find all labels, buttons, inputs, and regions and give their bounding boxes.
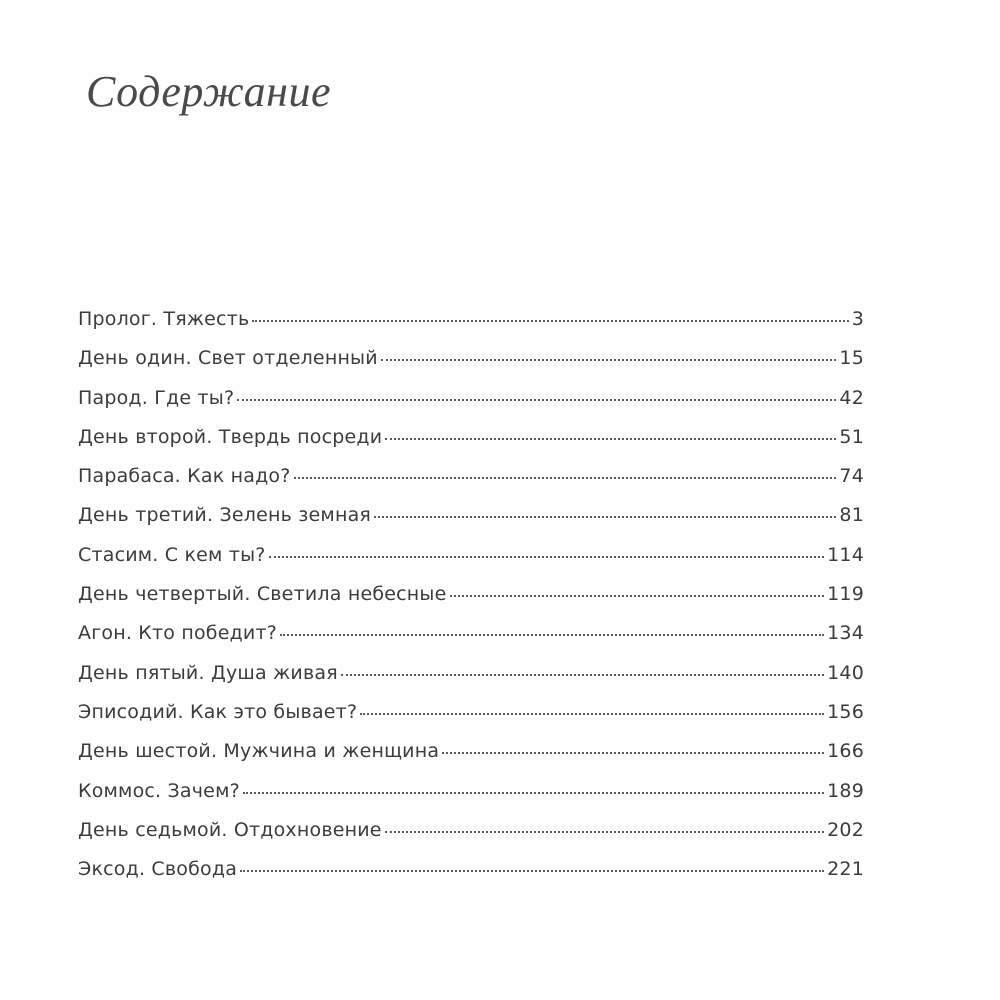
toc-entry-page-number: 202 [827, 818, 864, 841]
toc-entry [78, 780, 864, 819]
toc-entry-page-number: 42 [839, 386, 864, 409]
dot-leader [280, 633, 824, 636]
toc-entry-page-number: 221 [827, 858, 864, 881]
dot-leader [450, 594, 825, 597]
dot-leader [442, 751, 824, 754]
page-title: Содержание [86, 67, 332, 116]
toc-entry-title: День один. Свет отделенный [78, 347, 378, 370]
toc-entry-title: День четвертый. Светила небесные [78, 583, 447, 606]
toc-entry [78, 819, 864, 858]
toc-entry-page-number: 140 [827, 661, 864, 684]
toc-entry-page-number: 74 [839, 465, 864, 488]
toc-entry [78, 504, 864, 543]
toc-entry [78, 662, 864, 701]
toc-entry-page-number: 156 [827, 700, 864, 723]
toc-entry-page-number: 51 [839, 425, 864, 448]
toc-entry-title: Агон. Кто победит? [78, 622, 278, 645]
dot-leader [341, 673, 824, 676]
dot-leader [385, 437, 836, 440]
toc-entry-title: День седьмой. Отдохновение [78, 818, 382, 841]
toc-entry-page-number: 134 [827, 622, 864, 645]
toc-entry-page-number: 189 [827, 779, 864, 802]
dot-leader [243, 791, 824, 794]
toc-entry-page-number: 166 [827, 740, 864, 763]
toc-entry [78, 701, 864, 740]
toc-entry [78, 465, 864, 504]
toc-entry [78, 740, 864, 779]
toc-entry-page-number: 15 [839, 347, 864, 370]
toc-entry-title: День третий. Зелень земная [78, 504, 372, 527]
toc-entry-title: Парабаса. Как надо? [78, 465, 291, 488]
toc-entry-page-number: 81 [839, 504, 864, 527]
dot-leader [381, 358, 837, 361]
toc-entry [78, 347, 864, 386]
toc-entry-title: Коммос. Зачем? [78, 779, 240, 802]
toc-entry-page-number: 3 [851, 308, 864, 330]
toc-entry [78, 544, 864, 583]
dot-leader [385, 830, 824, 833]
toc-entry-title: Пролог. Тяжесть [78, 308, 250, 330]
toc-entry [78, 387, 864, 426]
toc-entry [78, 583, 864, 622]
toc-entry-title: Парод. Где ты? [78, 386, 235, 409]
toc-entry-title: День шестой. Мужчина и женщина [78, 740, 440, 763]
dot-leader [252, 319, 848, 322]
dot-leader [374, 515, 836, 518]
dot-leader [237, 398, 836, 401]
toc-entry-page-number: 119 [827, 583, 864, 606]
dot-leader [240, 869, 824, 872]
toc-entry-title: День пятый. Душа живая [78, 661, 338, 684]
toc-entry-title: Эписодий. Как это бывает? [78, 700, 358, 723]
dot-leader [294, 476, 837, 479]
dot-leader [360, 712, 824, 715]
dot-leader [269, 555, 825, 558]
toc-entry-title: Эксод. Свобода [78, 858, 238, 881]
toc-entry [78, 622, 864, 661]
table-of-contents [78, 308, 864, 897]
toc-entry-page-number: 114 [827, 543, 864, 566]
toc-entry [78, 426, 864, 465]
toc-entry [78, 308, 864, 347]
toc-entry-title: Стасим. С кем ты? [78, 543, 266, 566]
toc-entry-title: День второй. Твердь посреди [78, 425, 383, 448]
toc-entry [78, 858, 864, 897]
